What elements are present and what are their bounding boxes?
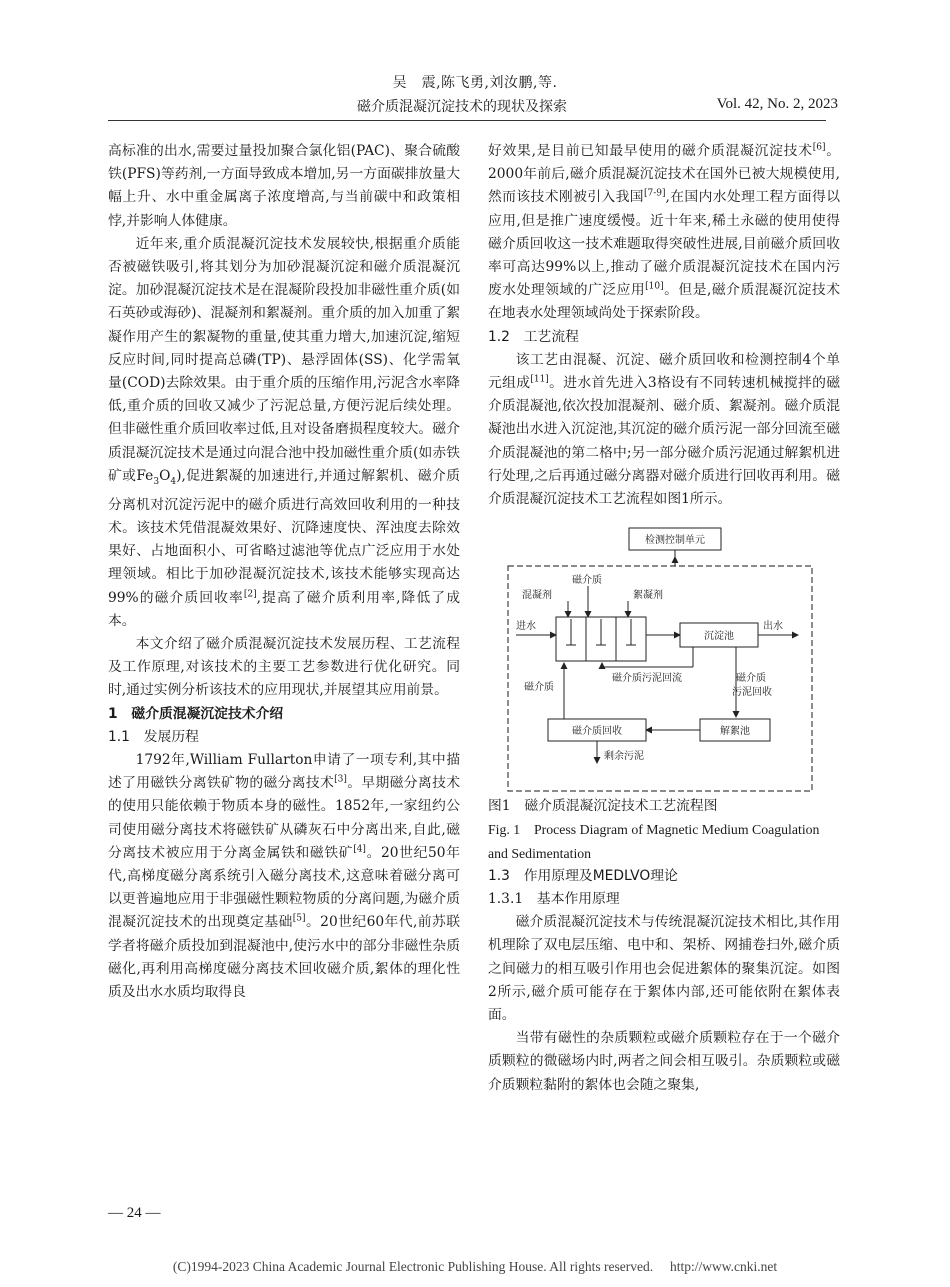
flocculant-label: 絮凝剂 (633, 590, 663, 602)
page-number: — 24 — (108, 1205, 161, 1221)
subsection-heading: 1.1 发展历程 (108, 728, 199, 745)
citation: [2] (243, 589, 257, 600)
figure-1-process-diagram (488, 523, 840, 795)
subsection-heading: 1.3 作用原理及MEDLVO理论 (488, 867, 678, 884)
sludge-recovery-label-2: 污泥回收 (732, 687, 772, 699)
sludge-recovery-label-1: 磁介质 (736, 673, 766, 685)
header-rule (108, 120, 826, 121)
citation: [3] (334, 774, 347, 785)
running-header-title: 磁介质混凝沉淀技术的现状及探索 (357, 99, 567, 115)
running-header-volume: Vol. 42, No. 2, 2023 (716, 96, 838, 112)
left-column (108, 140, 460, 1004)
settling-tank-label: 沉淀池 (704, 631, 734, 643)
outflow-label: 出水 (763, 621, 783, 633)
paragraph: 好效果,是目前已知最早使用的磁介质混凝沉淀技术[6]。2000年前后,磁介质混凝沉淀技术在国外已被大规模使用,然而该技术刚被引入我国[7-9],在国内水处理工程方面得以应用,但是推广速度缓慢。近十年来,稀土永磁的使用使得磁介质回收这一技术难题取得突破性进展,目前磁介质回收率可高达99%以上,推动了磁介质混凝沉淀技术在国内污废水处理领域的广泛应用[10]。但是,磁介质混凝沉淀技术在地表水处理领域尚处于探索阶段。 (488, 142, 841, 322)
subsection-heading: 1.2 工艺流程 (488, 328, 579, 345)
paragraph: 该工艺由混凝、沉淀、磁介质回收和检测控制4个单元组成[11]。进水首先进入3格设有不同转速机械搅拌的磁介质混凝池,依次投加混凝剂、磁介质、絮凝剂。磁介质混凝池出水进入沉淀池,其沉淀的磁介质污泥一部分回流至磁介质混凝池的第二格中;另一部分磁介质污泥通过解絮机进行处理,之后再通过磁分离器对磁介质进行回收再利用。磁介质混凝沉淀技术工艺流程如图1所示。 (488, 351, 841, 508)
residual-sludge-label: 剩余污泥 (604, 751, 644, 763)
paragraph: 当带有磁性的杂质颗粒或磁介质颗粒存在于一个磁介质颗粒的微磁场内时,两者之间会相互吸引。杂质颗粒或磁介质颗粒黏附的絮体也会随之聚集, (488, 1030, 840, 1093)
citation: [7-9] (643, 188, 666, 199)
citation: [10] (645, 281, 664, 292)
paragraph: 磁介质混凝沉淀技术与传统混凝沉淀技术相比,其作用机理除了双电层压缩、电中和、架桥、网捕卷扫外,磁介质之间磁力的相互吸引作用也会促进絮体的聚集沉淀。如图2所示,磁介质可能存在于絮体内部,还可能依附在絮体表面。 (488, 914, 840, 1024)
medium-return-label: 磁介质 (524, 682, 554, 694)
paragraph: 1792年,William Fullarton申请了一项专利,其中描述了用磁铁分离铁矿物的磁分离技术[3]。早期磁分离技术的使用只能依赖于物质本身的磁性。1852年,一家纽约公司使用磁分离技术将磁铁矿从磷灰石中分离出来,自此,磁分离技术被应用于分离金属铁和磁铁矿[4]。20世纪50年代,高梯度磁分离系统引入磁分离技术,这意味着磁分离可以更普遍地应用于非强磁性颗粒物质的分离问题,为磁介质混凝沉淀技术的出现奠定基础[5]。20世纪60年代,前苏联学者将磁介质投加到混凝池中,使污水中的部分非磁性杂质磁化,再利用高梯度磁分离技术回收磁介质,絮体的理化性质及出水水质均取得良 (108, 752, 461, 1001)
running-header-authors: 吴 震,陈飞勇,刘汝鹏,等. (392, 75, 558, 91)
paragraph: 本文介绍了磁介质混凝沉淀技术发展历程、工艺流程及工作原理,对该技术的主要工艺参数进行优化研究。同时,通过实例分析该技术的应用现状,并展望其应用前景。 (108, 636, 460, 699)
sludge-return-label: 磁介质污泥回流 (612, 673, 682, 685)
copyright-footer: (C)1994-2023 China Academic Journal Electronic Publishing House. All rights reserved. http://www.cnki.net (172, 1259, 778, 1274)
paragraph: 高标准的出水,需要过量投加聚合氯化铝(PAC)、聚合硫酸铁(PFS)等药剂,一方面导致成本增加,另一方面碳排放量大幅上升、水中重金属离子浓度增高,与当前碳中和政策相悖,并影响人体健康。 (108, 143, 460, 229)
figure-caption-en-2: and Sedimentation (488, 845, 592, 861)
figure-caption-en: Fig. 1 Process Diagram of Magnetic Medium Coagulation (488, 822, 820, 838)
citation: [11] (530, 374, 549, 385)
citation: [5] (292, 913, 306, 924)
citation: [4] (353, 844, 366, 855)
citation: [6] (812, 142, 826, 153)
figure-caption-cn: 图1 磁介质混凝沉淀技术工艺流程图 (488, 798, 718, 815)
medium-recovery-label: 磁介质回收 (572, 726, 622, 738)
deflocculation-tank-label: 解絮池 (720, 726, 750, 738)
inflow-label: 进水 (516, 621, 536, 633)
medium-label: 磁介质 (572, 575, 602, 587)
monitor-unit-label: 检测控制单元 (645, 535, 705, 547)
right-column (488, 140, 840, 1097)
paragraph: 近年来,重介质混凝沉淀技术发展较快,根据重介质能否被磁铁吸引,将其划分为加砂混凝沉淀和磁介质混凝沉淀。加砂混凝沉淀技术是在混凝阶段投加非磁性重介质(如石英砂或海砂)、混凝剂和絮凝剂。重介质的加入加重了絮凝作用产生的絮凝物的重量,使其重力增大,加速沉淀,缩短反应时间,同时提高总磷(TP)、悬浮固体(SS)、化学需氧量(COD)去除效果。由于重介质的压缩作用,污泥含水率降低,重介质的回收又减少了污泥总量,方便污泥后续处理。但非磁性重介质回收率过低,且对设备磨损程度较大。磁介质混凝沉淀技术是通过向混合池中投加磁性重介质(如赤铁矿或$Fe_3O_4$),促进絮凝的加速进行,并通过解絮机、磁介质分离机对沉淀污泥中的磁介质进行高效回收利用的一种技术。该技术凭借混凝效果好、沉降速度快、浑浊度去除效果好、占地面积小、可省略过滤池等优点广泛应用于水处理领域。相比于加砂混凝沉淀技术,该技术能够实现高达99%的磁介质回收率[2],提高了磁介质利用率,降低了成本。 (108, 235, 461, 629)
subsubsection-heading: 1.3.1 基本作用原理 (488, 891, 620, 908)
coagulant-label: 混凝剂 (522, 590, 552, 602)
section-heading: 1 磁介质混凝沉淀技术介绍 (108, 705, 284, 722)
